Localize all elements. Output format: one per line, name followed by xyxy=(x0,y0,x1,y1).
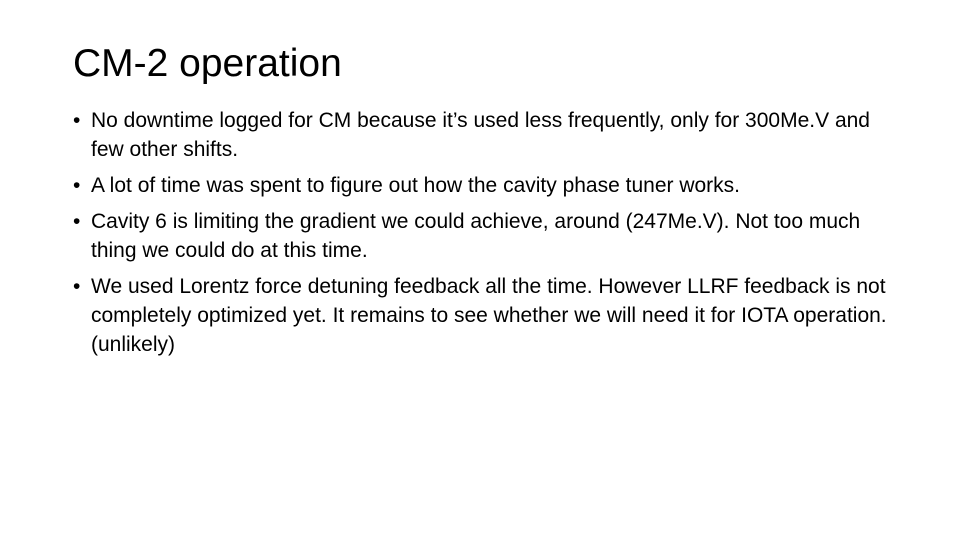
bullet-marker: • xyxy=(73,210,81,233)
bullet-text: We used Lorentz force detuning feedback all the time. However LLRF feedback is not completely optimized yet. It remains to see whether we will need it for IOTA operation. (unlikely) xyxy=(91,275,887,356)
bullet-marker: • xyxy=(73,275,81,298)
bullet-marker: • xyxy=(73,174,81,197)
bullet-item xyxy=(73,171,893,200)
bullet-marker: • xyxy=(73,109,81,132)
bullet-text: Cavity 6 is limiting the gradient we could achieve, around (247Me.V). Not too much thing we could do at this time. xyxy=(91,210,861,262)
bullet-list xyxy=(73,106,893,366)
bullet-item xyxy=(73,207,893,265)
bullet-text: No downtime logged for CM because it’s used less frequently, only for 300Me.V and few other shifts. xyxy=(91,109,870,161)
bullet-item xyxy=(73,272,893,359)
slide-title: CM-2 operation xyxy=(73,42,342,85)
bullet-text: A lot of time was spent to figure out how the cavity phase tuner works. xyxy=(91,174,741,197)
bullet-item xyxy=(73,106,893,164)
